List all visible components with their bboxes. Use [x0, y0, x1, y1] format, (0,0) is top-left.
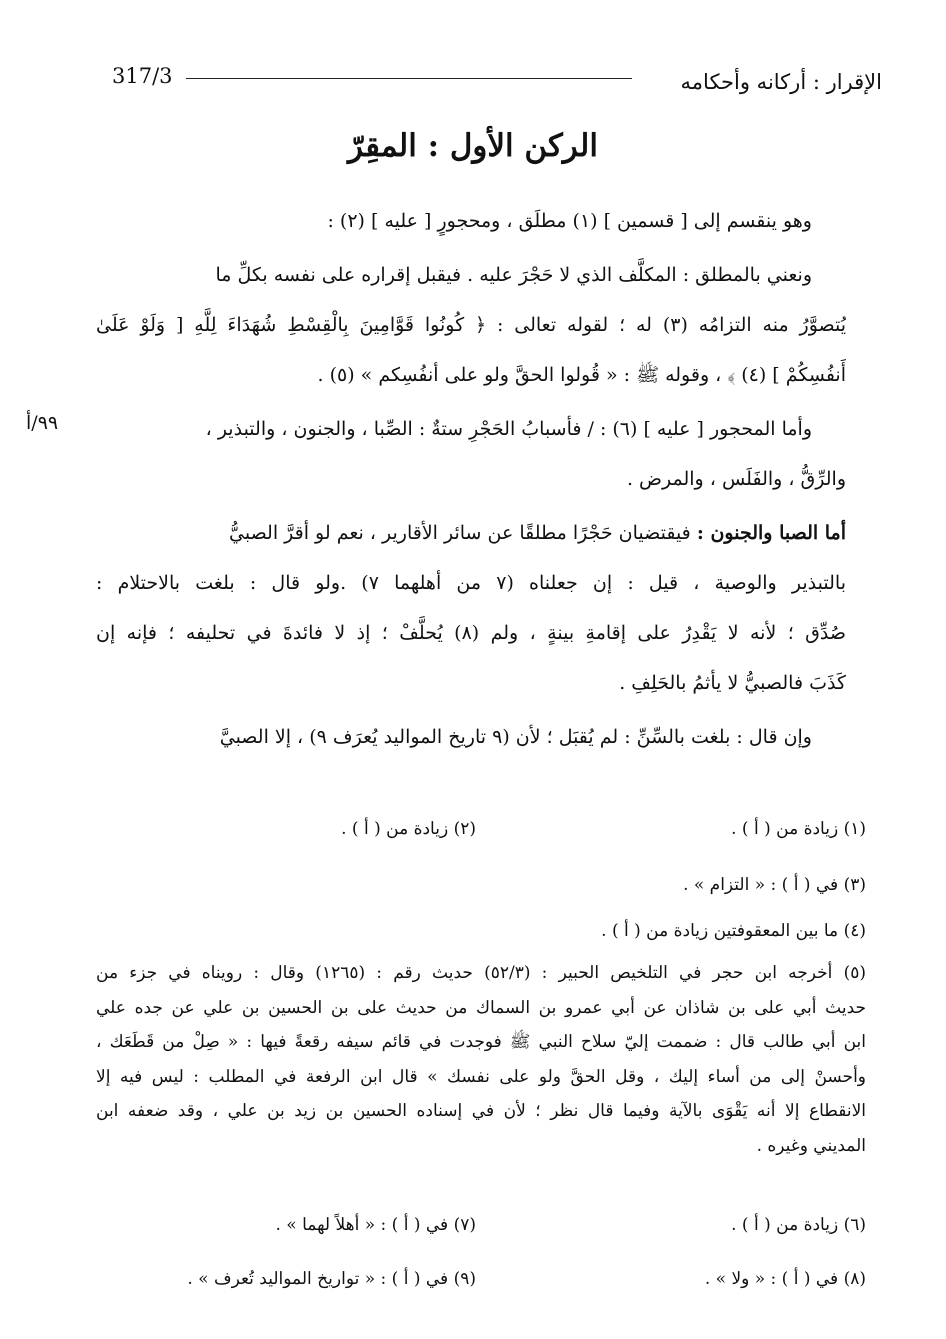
- footnotes-bottom: [96, 1204, 866, 1300]
- footnote-line: المديني وغيره .: [756, 1135, 866, 1156]
- text-line: أَنفُسِكُمْ ] (٤) ﴾ ، وقوله ﷺ : « قُولوا الحقَّ ولو على أنفُسِكم » (٥) .: [317, 364, 846, 386]
- text-line: بالتبذير والوصية ، قيل : إن جعلناه (٧ من أهلهما ٧) .ولو قال : بلغت بالاحتلام :: [96, 572, 846, 594]
- text-line: وإن قال : بلغت بالسِّنِّ : لم يُقبَل ؛ لأن (٩ تاريخ المواليد يُعرَف ٩) ، إلا الصبيَّ: [219, 726, 812, 748]
- footnote-row: [96, 1258, 866, 1300]
- footnote-row: [96, 808, 866, 850]
- section-title: الركن الأول : المقِرّ: [348, 128, 598, 164]
- page-number: 317/3: [112, 64, 173, 88]
- footnote-9: (٩) في ( أ ) : « تواريخ المواليد تُعرف » .: [187, 1269, 476, 1289]
- text-line: [96, 508, 846, 558]
- footnote-7: (٧) في ( أ ) : « أهلاً لهما » .: [275, 1215, 476, 1235]
- footnote-8: (٨) في ( أ ) : « ولا » .: [704, 1269, 866, 1289]
- footnote-row: [96, 864, 866, 906]
- footnotes-top: [96, 808, 866, 952]
- footnote-line: (٥) أخرجه ابن حجر في التلخيص الحبير : (٥٢/٣) حديث رقم : (١٢٦٥) وقال : رويناه في جزء من: [96, 963, 866, 983]
- text-line: كَذَبَ فالصبيُّ لا يأثمُ بالحَلِفِ .: [619, 672, 846, 694]
- footnote-row: [96, 1204, 866, 1246]
- text-line: وأما المحجور [ عليه ] (٦) : / فأسبابُ الحَجْرِ ستةٌ : الصِّبا ، والجنون ، والتبذير ،: [205, 418, 812, 440]
- subheading: أما الصبا والجنون :: [696, 522, 846, 544]
- running-header: [112, 64, 882, 108]
- footnote-line: حديث أبي على بن شاذان عن أبي عمرو بن السماك من حديث على بن الحسين بن علي عن جده علي: [96, 997, 866, 1018]
- footnote-line: الانقطاع إلا أنه يَقْوَى بالآية وفيما قال نظر ؛ لأن في إسناده الحسين بن زيد بن علي ، وقد ضعفه ابن: [96, 1101, 866, 1121]
- text-line: والرِّقُّ ، والفَلَس ، والمرض .: [626, 468, 846, 490]
- text-line: صُدِّق ؛ لأنه لا يَقْدِرُ على إقامةِ بينةٍ ، ولم (٨) يُحلَّفْ ؛ إذ لا فائدةَ في تحليفه ؛ فإنه إن: [96, 622, 846, 644]
- footnote-row: [96, 910, 866, 952]
- footnote-line: ابن أبي طالب قال : ضممت إليّ سلاح النبي ﷺ فوجدت في قائم سيفه رقعةً فيها : « صِلْ من قَطَعَك ،: [96, 1032, 866, 1052]
- text-line: يُتصوَّرُ منه التزامُه (٣) له ؛ لقوله تعالى : ﴿ كُونُوا قَوَّامِينَ بِالْقِسْطِ شُهَدَاءَ لِلَّهِ [ وَلَوْ عَلَىٰ: [96, 314, 846, 336]
- footnote-5: [96, 956, 866, 1163]
- header-rule: [186, 78, 632, 79]
- footnote-6: (٦) زيادة من ( أ ) .: [731, 1215, 866, 1235]
- manuscript-folio-ref: ٩٩/أ: [26, 412, 59, 434]
- text-line: ونعني بالمطلق : المكلَّف الذي لا حَجْرَ عليه . فيقبل إقراره على نفسه بكلِّ ما: [215, 264, 812, 286]
- text-line: وهو ينقسم إلى [ قسمين ] (١) مطلَق ، ومحجورٍ [ عليه ] (٢) :: [327, 210, 812, 232]
- footnote-2: (٢) زيادة من ( أ ) .: [341, 819, 476, 839]
- footnote-1: (١) زيادة من ( أ ) .: [731, 819, 866, 839]
- footnote-4: (٤) ما بين المعقوفتين زيادة من ( أ ) .: [601, 921, 866, 941]
- footnote-line: وأحسنْ إلى من أساء إليك ، وقل الحقَّ ولو على نفسك » قال ابن الرفعة في المطلب : ليس فيه إلا: [96, 1066, 866, 1087]
- footnote-3: (٣) في ( أ ) : « التزام » .: [683, 875, 866, 895]
- text-span: فيقتضيان حَجْرًا مطلقًا عن سائر الأقارير ، نعم لو أقرَّ الصبيُّ: [229, 522, 697, 544]
- main-text: [96, 196, 846, 762]
- running-title: الإقرار : أركانه وأحكامه: [680, 70, 882, 94]
